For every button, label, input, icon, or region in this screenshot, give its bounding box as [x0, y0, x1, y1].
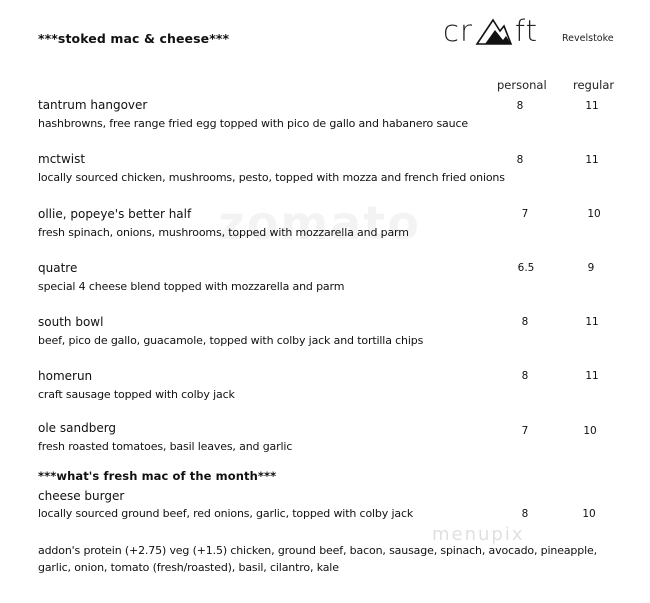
menu-item-description: locally sourced chicken, mushrooms, pesto, topped with mozza and french fried onions	[38, 171, 505, 184]
column-header-regular: regular	[573, 78, 615, 92]
price-personal: 8	[516, 154, 524, 166]
price-regular: 11	[585, 316, 599, 328]
logo-text-right: ft	[514, 14, 538, 48]
price-personal: 7	[521, 425, 529, 437]
price-regular: 11	[585, 370, 599, 382]
price-personal: 8	[516, 100, 524, 112]
monthly-item-name: cheese burger	[38, 489, 125, 503]
monthly-item-description: locally sourced ground beef, red onions, garlic, topped with colby jack	[38, 507, 414, 520]
price-personal: 8	[521, 316, 529, 328]
logo-mountain-icon	[475, 16, 513, 46]
menu-item-description: beef, pico de gallo, guacamole, topped with colby jack and tortilla chips	[38, 334, 424, 347]
logo-text-left: cr	[443, 14, 473, 48]
location-label: Revelstoke	[562, 33, 614, 44]
menu-item-description: fresh roasted tomatoes, basil leaves, and garlic	[38, 440, 293, 453]
column-header-personal: personal	[497, 78, 547, 92]
price-regular: 10	[583, 425, 597, 437]
menu-item-name: tantrum hangover	[38, 98, 148, 112]
price-personal: 8	[521, 370, 529, 382]
monthly-price-personal: 8	[521, 508, 529, 520]
price-personal: 7	[521, 208, 529, 220]
menu-item-name: ole sandberg	[38, 421, 117, 435]
zomato-watermark	[218, 196, 421, 250]
menu-item-description: fresh spinach, onions, mushrooms, topped with mozzarella and parm	[38, 226, 409, 239]
menu-item-name: quatre	[38, 261, 78, 275]
price-regular: 9	[587, 262, 595, 274]
monthly-price-regular: 10	[582, 508, 596, 520]
menu-item-description: craft sausage topped with colby jack	[38, 388, 235, 401]
craft-logo	[443, 14, 538, 48]
addons-text: addon's protein (+2.75) veg (+1.5) chicken, ground beef, bacon, sausage, spinach, avocado, pineapple, garlic, onion, tomato (fresh/roasted), basil, cilantro, kale	[38, 544, 597, 574]
price-regular: 10	[587, 208, 601, 220]
menu-item-name: homerun	[38, 369, 93, 383]
menu-item-name: mctwist	[38, 152, 86, 166]
menu-item-description: special 4 cheese blend topped with mozzarella and parm	[38, 280, 345, 293]
price-regular: 11	[585, 154, 599, 166]
menu-item-name: ollie, popeye's better half	[38, 207, 192, 221]
menupix-watermark: menupix	[432, 524, 525, 545]
menu-item-name: south bowl	[38, 315, 104, 329]
menu-item-description: hashbrowns, free range fried egg topped with pico de gallo and habanero sauce	[38, 117, 468, 130]
section-title: ***stoked mac & cheese***	[38, 31, 230, 46]
price-regular: 11	[585, 100, 599, 112]
monthly-section-title: ***what's fresh mac of the month***	[38, 469, 277, 483]
price-personal: 6.5	[517, 262, 535, 274]
